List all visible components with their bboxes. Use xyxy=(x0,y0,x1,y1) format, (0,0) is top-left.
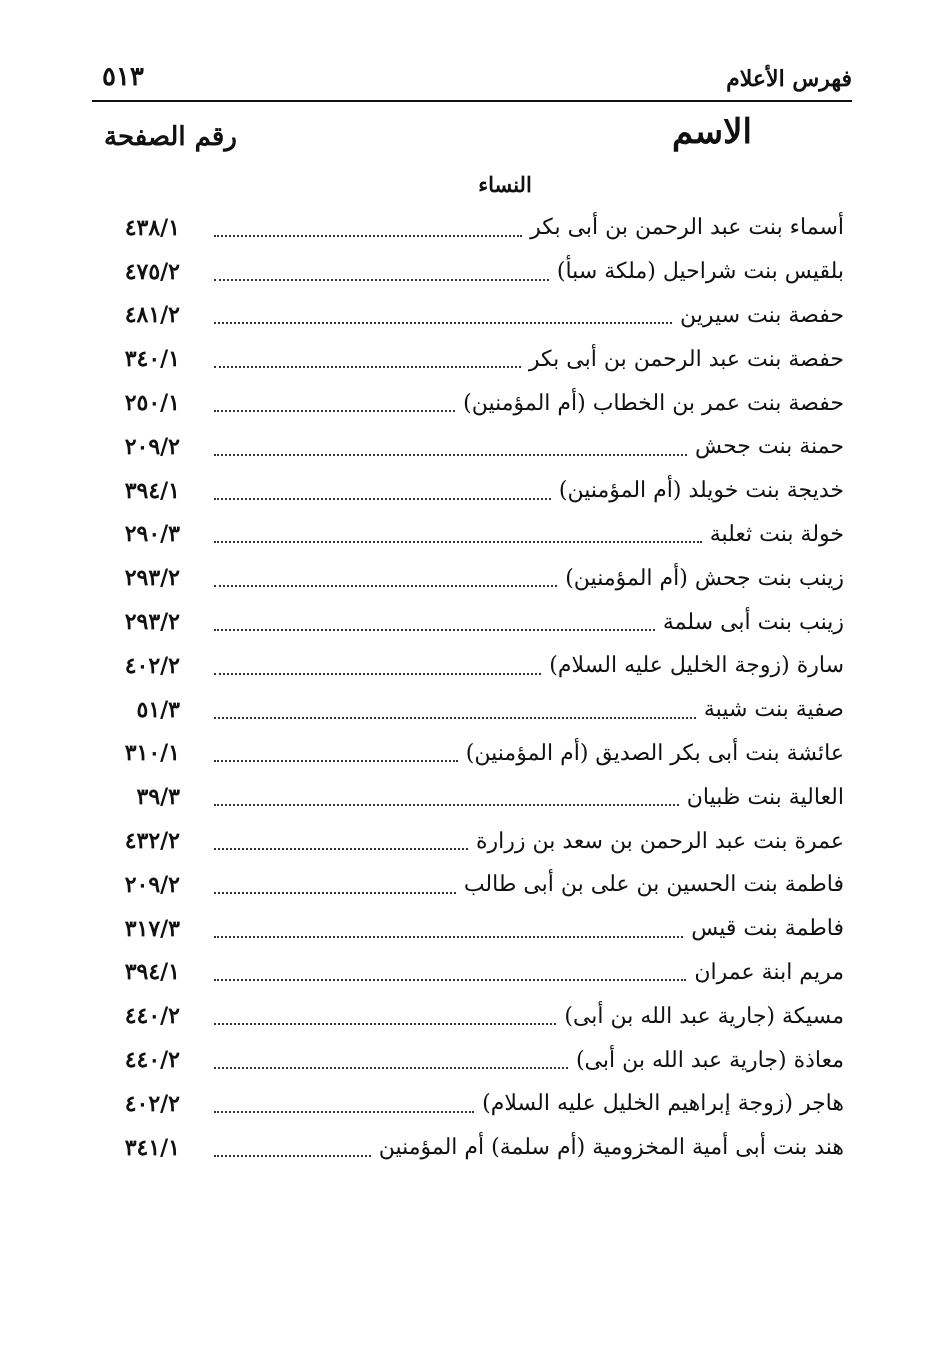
column-heading-name: الاسم xyxy=(672,112,752,152)
leader-dots xyxy=(214,892,456,894)
entry-page-ref: ٢٠٩/٢ xyxy=(124,871,180,898)
index-entry xyxy=(104,732,844,776)
page-number: ٥١٣ xyxy=(102,62,144,92)
index-entry xyxy=(104,907,844,951)
entry-page-ref: ٤٧٥/٢ xyxy=(124,258,180,285)
index-entry xyxy=(104,994,844,1038)
index-entry xyxy=(104,469,844,513)
leader-dots xyxy=(214,673,541,675)
index-entry xyxy=(104,206,844,250)
leader-dots xyxy=(214,804,679,806)
index-entry xyxy=(104,425,844,469)
leader-dots xyxy=(214,717,696,719)
entry-name: أسماء بنت عبد الرحمن بن أبى بكر xyxy=(530,215,844,241)
index-entry xyxy=(104,513,844,557)
entry-page-ref: ٣٩٤/١ xyxy=(124,959,180,986)
index-entry xyxy=(104,819,844,863)
leader-dots xyxy=(214,366,521,368)
column-heading-page: رقم الصفحة xyxy=(104,122,237,152)
section-title: النساء xyxy=(478,172,532,197)
entry-name: العالية بنت ظبيان xyxy=(686,784,844,810)
leader-dots xyxy=(214,541,702,543)
entry-name: عمرة بنت عبد الرحمن بن سعد بن زرارة xyxy=(475,828,844,854)
entry-name: خديجة بنت خويلد (أم المؤمنين) xyxy=(558,478,844,504)
entry-name: عائشة بنت أبى بكر الصديق (أم المؤمنين) xyxy=(465,740,844,766)
leader-dots xyxy=(214,235,522,237)
entry-name: حفصة بنت عبد الرحمن بن أبى بكر xyxy=(528,346,844,372)
leader-dots xyxy=(214,1111,474,1113)
entry-page-ref: ٤٠٢/٢ xyxy=(124,1090,180,1117)
entry-page-ref: ٢٩٠/٣ xyxy=(124,521,180,548)
leader-dots xyxy=(214,322,672,324)
entry-name: فاطمة بنت الحسين بن على بن أبى طالب xyxy=(463,872,844,898)
leader-dots xyxy=(214,410,455,412)
entry-name: حفصة بنت عمر بن الخطاب (أم المؤمنين) xyxy=(463,390,844,416)
entry-name: هاجر (زوجة إبراهيم الخليل عليه السلام) xyxy=(482,1091,844,1117)
index-entry xyxy=(104,381,844,425)
leader-dots xyxy=(214,848,468,850)
index-entry xyxy=(104,863,844,907)
entry-name: حمنة بنت جحش xyxy=(695,434,844,460)
entry-name: بلقيس بنت شراحيل (ملكة سبأ) xyxy=(556,259,844,285)
index-entry xyxy=(104,1038,844,1082)
running-header xyxy=(92,62,852,102)
leader-dots xyxy=(214,1023,556,1025)
entry-page-ref: ٢٩٣/٢ xyxy=(124,609,180,636)
entry-page-ref: ٣١٧/٣ xyxy=(124,915,180,942)
entry-page-ref: ٢٥٠/١ xyxy=(124,390,180,417)
entry-name: سارة (زوجة الخليل عليه السلام) xyxy=(549,653,844,679)
entry-name: معاذة (جارية عبد الله بن أبى) xyxy=(575,1047,844,1073)
entry-name: خولة بنت ثعلبة xyxy=(709,521,844,547)
entry-name: زينب بنت أبى سلمة xyxy=(662,609,844,635)
leader-dots xyxy=(214,936,683,938)
leader-dots xyxy=(214,498,551,500)
entry-name: زينب بنت جحش (أم المؤمنين) xyxy=(565,565,844,591)
entry-page-ref: ٥١/٣ xyxy=(136,696,180,723)
entry-page-ref: ٤٤٠/٢ xyxy=(124,1047,180,1074)
index-entry xyxy=(104,1126,844,1170)
running-title: فهرس الأعلام xyxy=(726,66,852,92)
entry-page-ref: ٤٨١/٢ xyxy=(124,302,180,329)
index-entry xyxy=(104,250,844,294)
entry-name: هند بنت أبى أمية المخزومية (أم سلمة) أم المؤمنين xyxy=(378,1135,844,1161)
index-entry xyxy=(104,600,844,644)
entry-name: مسيكة (جارية عبد الله بن أبى) xyxy=(564,1003,844,1029)
index-entry xyxy=(104,337,844,381)
entry-page-ref: ٢٩٣/٢ xyxy=(124,565,180,592)
leader-dots xyxy=(214,629,655,631)
entry-page-ref: ٣٩/٣ xyxy=(136,784,180,811)
entry-name: فاطمة بنت قيس xyxy=(691,916,844,942)
index-entry xyxy=(104,775,844,819)
entry-page-ref: ٤٠٢/٢ xyxy=(124,652,180,679)
index-entry xyxy=(104,294,844,338)
leader-dots xyxy=(214,279,549,281)
index-entry xyxy=(104,1082,844,1126)
entry-page-ref: ٤٤٠/٢ xyxy=(124,1003,180,1030)
index-entry xyxy=(104,688,844,732)
index-entry xyxy=(104,556,844,600)
entry-page-ref: ٤٣٢/٢ xyxy=(124,828,180,855)
index-entry xyxy=(104,644,844,688)
entry-page-ref: ٤٣٨/١ xyxy=(124,214,180,241)
entry-page-ref: ٣١٠/١ xyxy=(124,740,180,767)
entry-name: حفصة بنت سيرين xyxy=(679,302,844,328)
leader-dots xyxy=(214,454,687,456)
entry-page-ref: ٣٩٤/١ xyxy=(124,477,180,504)
index-entries xyxy=(104,206,844,1170)
index-entry xyxy=(104,951,844,995)
leader-dots xyxy=(214,760,458,762)
leader-dots xyxy=(214,1155,371,1157)
entry-name: صفية بنت شيبة xyxy=(703,697,844,723)
entry-page-ref: ٢٠٩/٢ xyxy=(124,433,180,460)
leader-dots xyxy=(214,979,686,981)
leader-dots xyxy=(214,1067,568,1069)
entry-name: مريم ابنة عمران xyxy=(694,959,844,985)
leader-dots xyxy=(214,585,557,587)
entry-page-ref: ٣٤٠/١ xyxy=(124,346,180,373)
entry-page-ref: ٣٤١/١ xyxy=(124,1134,180,1161)
